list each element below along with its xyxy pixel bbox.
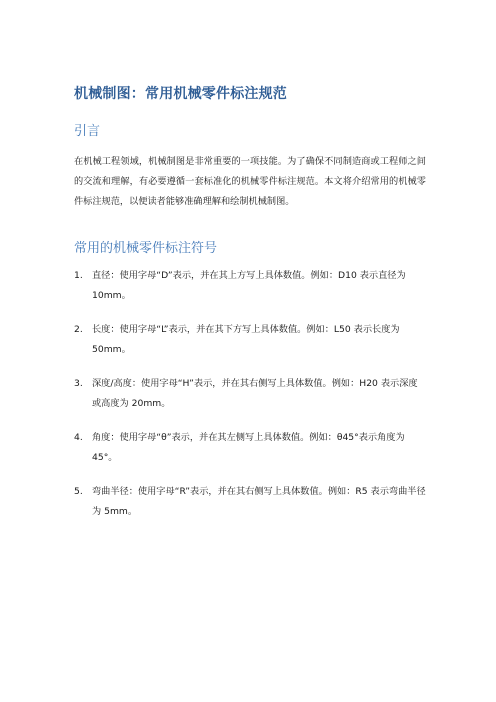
list-item: [74, 374, 426, 414]
list-item-text: 角度：使用字母“θ”表示，并在其左侧写上具体数值。例如：θ45°表示角度为 45°。: [92, 432, 405, 463]
list-item: [74, 320, 426, 360]
intro-paragraph: 在机械工程领域，机械制图是非常重要的一项技能。为了确保不同制造商或工程师之间的交流和理解，有必要遵循一套标准化的机械零件标注规范。本文将介绍常用的机械零件标注规范，以便读者能够准确理解和绘制机械制图。: [74, 156, 426, 207]
document-title: 机械制图：常用机械零件标注规范: [74, 86, 287, 102]
list-item-number: 5.: [74, 486, 83, 497]
list-item-number: 1.: [74, 270, 83, 281]
list-item-text: 长度：使用字母“L”表示，并在其下方写上具体数值。例如：L50 表示长度为 50mm。: [92, 324, 400, 355]
list-item-text: 直径：使用字母“D”表示，并在其上方写上具体数值。例如：D10 表示直径为 10mm。: [92, 270, 406, 301]
list-item: [74, 482, 426, 522]
list-item-number: 4.: [74, 432, 83, 443]
list-item-text: 深度/高度：使用字母“H”表示，并在其右侧写上具体数值。例如：H20 表示深度或高度为 20mm。: [92, 378, 418, 409]
list-item-number: 3.: [74, 378, 83, 389]
list-item: [74, 428, 426, 468]
list-item-number: 2.: [74, 324, 83, 335]
intro-heading: 引言: [74, 124, 101, 139]
list-item-text: 弯曲半径：使用字母“R”表示，并在其右侧写上具体数值。例如：R5 表示弯曲半径为 5mm。: [92, 486, 426, 517]
list-item: [74, 266, 426, 306]
symbols-heading: 常用的机械零件标注符号: [74, 241, 218, 256]
symbols-list: [74, 266, 426, 536]
